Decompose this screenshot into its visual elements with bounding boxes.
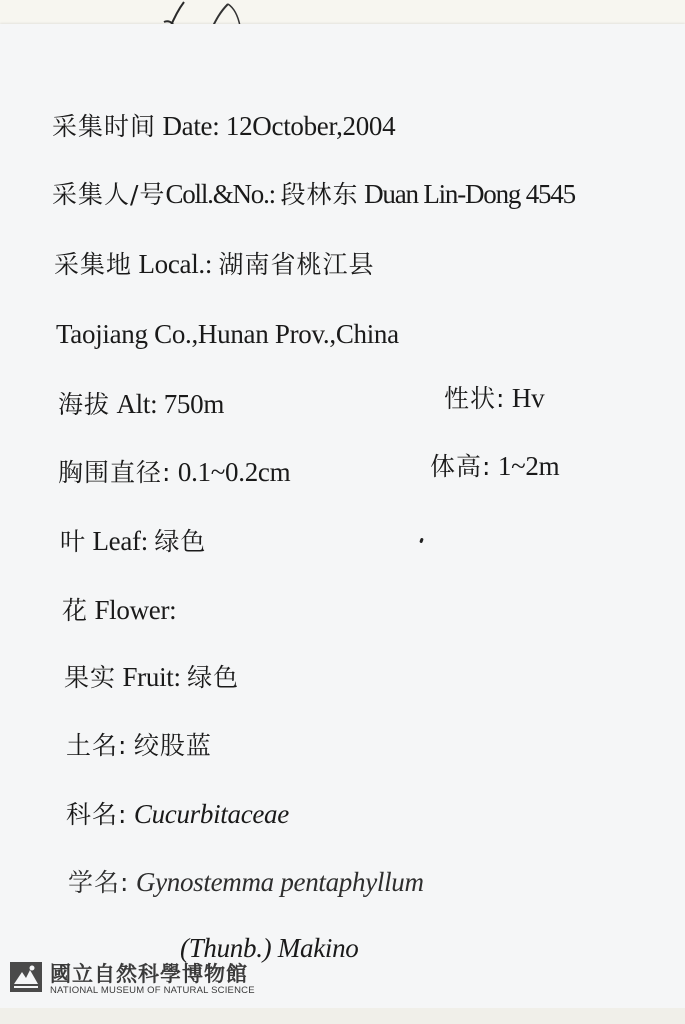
dbh-label-cn: 胸围直径: <box>58 458 172 487</box>
dbh-row <box>58 456 290 489</box>
collector-label-cn: 采集人/号 <box>52 180 166 209</box>
local-name-row <box>66 729 212 762</box>
locality-value-cn: 湖南省桃江县 <box>218 250 375 279</box>
local-name-value: 绞股蓝 <box>133 731 212 760</box>
family-label-cn: 科名: <box>66 800 128 829</box>
scientific-name-row <box>68 866 424 899</box>
collector-label-en: Coll.&No.: <box>165 179 275 209</box>
locality-label-cn: 采集地 <box>54 250 133 279</box>
local-name-label-cn: 土名: <box>66 731 128 760</box>
altitude-label-en: Alt: <box>116 389 158 419</box>
museum-footer <box>10 960 310 1000</box>
fruit-label-cn: 果实 <box>64 663 117 692</box>
flower-label-cn: 花 <box>62 596 89 625</box>
leaf-value: 绿色 <box>154 527 207 556</box>
family-value: Cucurbitaceae <box>133 799 289 829</box>
collector-name-cn: 段林东 <box>280 180 359 209</box>
altitude-row <box>58 388 224 421</box>
leaf-row <box>60 525 206 558</box>
height-label-cn: 体高: <box>430 452 492 481</box>
leaf-label-cn: 叶 <box>60 527 87 556</box>
family-row <box>66 798 289 831</box>
locality-value-row <box>56 318 399 350</box>
locality-row <box>54 248 375 281</box>
scientific-name-author: (Thunb.) Makino <box>180 933 359 963</box>
habit-value: Hv <box>511 383 545 413</box>
flower-row <box>62 594 176 627</box>
bottom-edge <box>0 1008 685 1024</box>
date-row <box>52 110 395 143</box>
date-label-en: Date: <box>162 111 220 141</box>
altitude-label-cn: 海拔 <box>58 390 111 419</box>
museum-name-cn: 國立自然科學博物館 <box>50 962 248 986</box>
collector-row <box>52 178 575 211</box>
locality-label-en: Local.: <box>138 249 213 279</box>
height-row <box>430 450 559 483</box>
fruit-label-en: Fruit: <box>122 662 181 692</box>
scientific-name-label-cn: 学名: <box>68 868 130 897</box>
collector-value: Duan Lin-Dong 4545 <box>364 179 575 209</box>
leaf-label-en: Leaf: <box>92 526 148 556</box>
dbh-value: 0.1~0.2cm <box>177 457 291 487</box>
locality-value: Taojiang Co.,Hunan Prov.,China <box>56 319 399 349</box>
museum-logo-icon <box>10 962 42 992</box>
flower-label-en: Flower: <box>94 595 177 625</box>
fruit-value: 绿色 <box>187 663 240 692</box>
top-strip <box>0 0 685 26</box>
scientific-name-value: Gynostemma pentaphyllum <box>135 867 424 897</box>
height-value: 1~2m <box>497 451 560 481</box>
altitude-value: 750m <box>163 389 225 419</box>
date-label-cn: 采集时间 <box>52 112 157 141</box>
date-value: 12October,2004 <box>225 111 396 141</box>
museum-name-en: NATIONAL MUSEUM OF NATURAL SCIENCE <box>50 985 255 996</box>
habit-label-cn: 性状: <box>444 384 506 413</box>
habit-row <box>444 382 544 415</box>
specimen-label-card <box>0 24 685 1010</box>
fruit-row <box>64 661 239 694</box>
